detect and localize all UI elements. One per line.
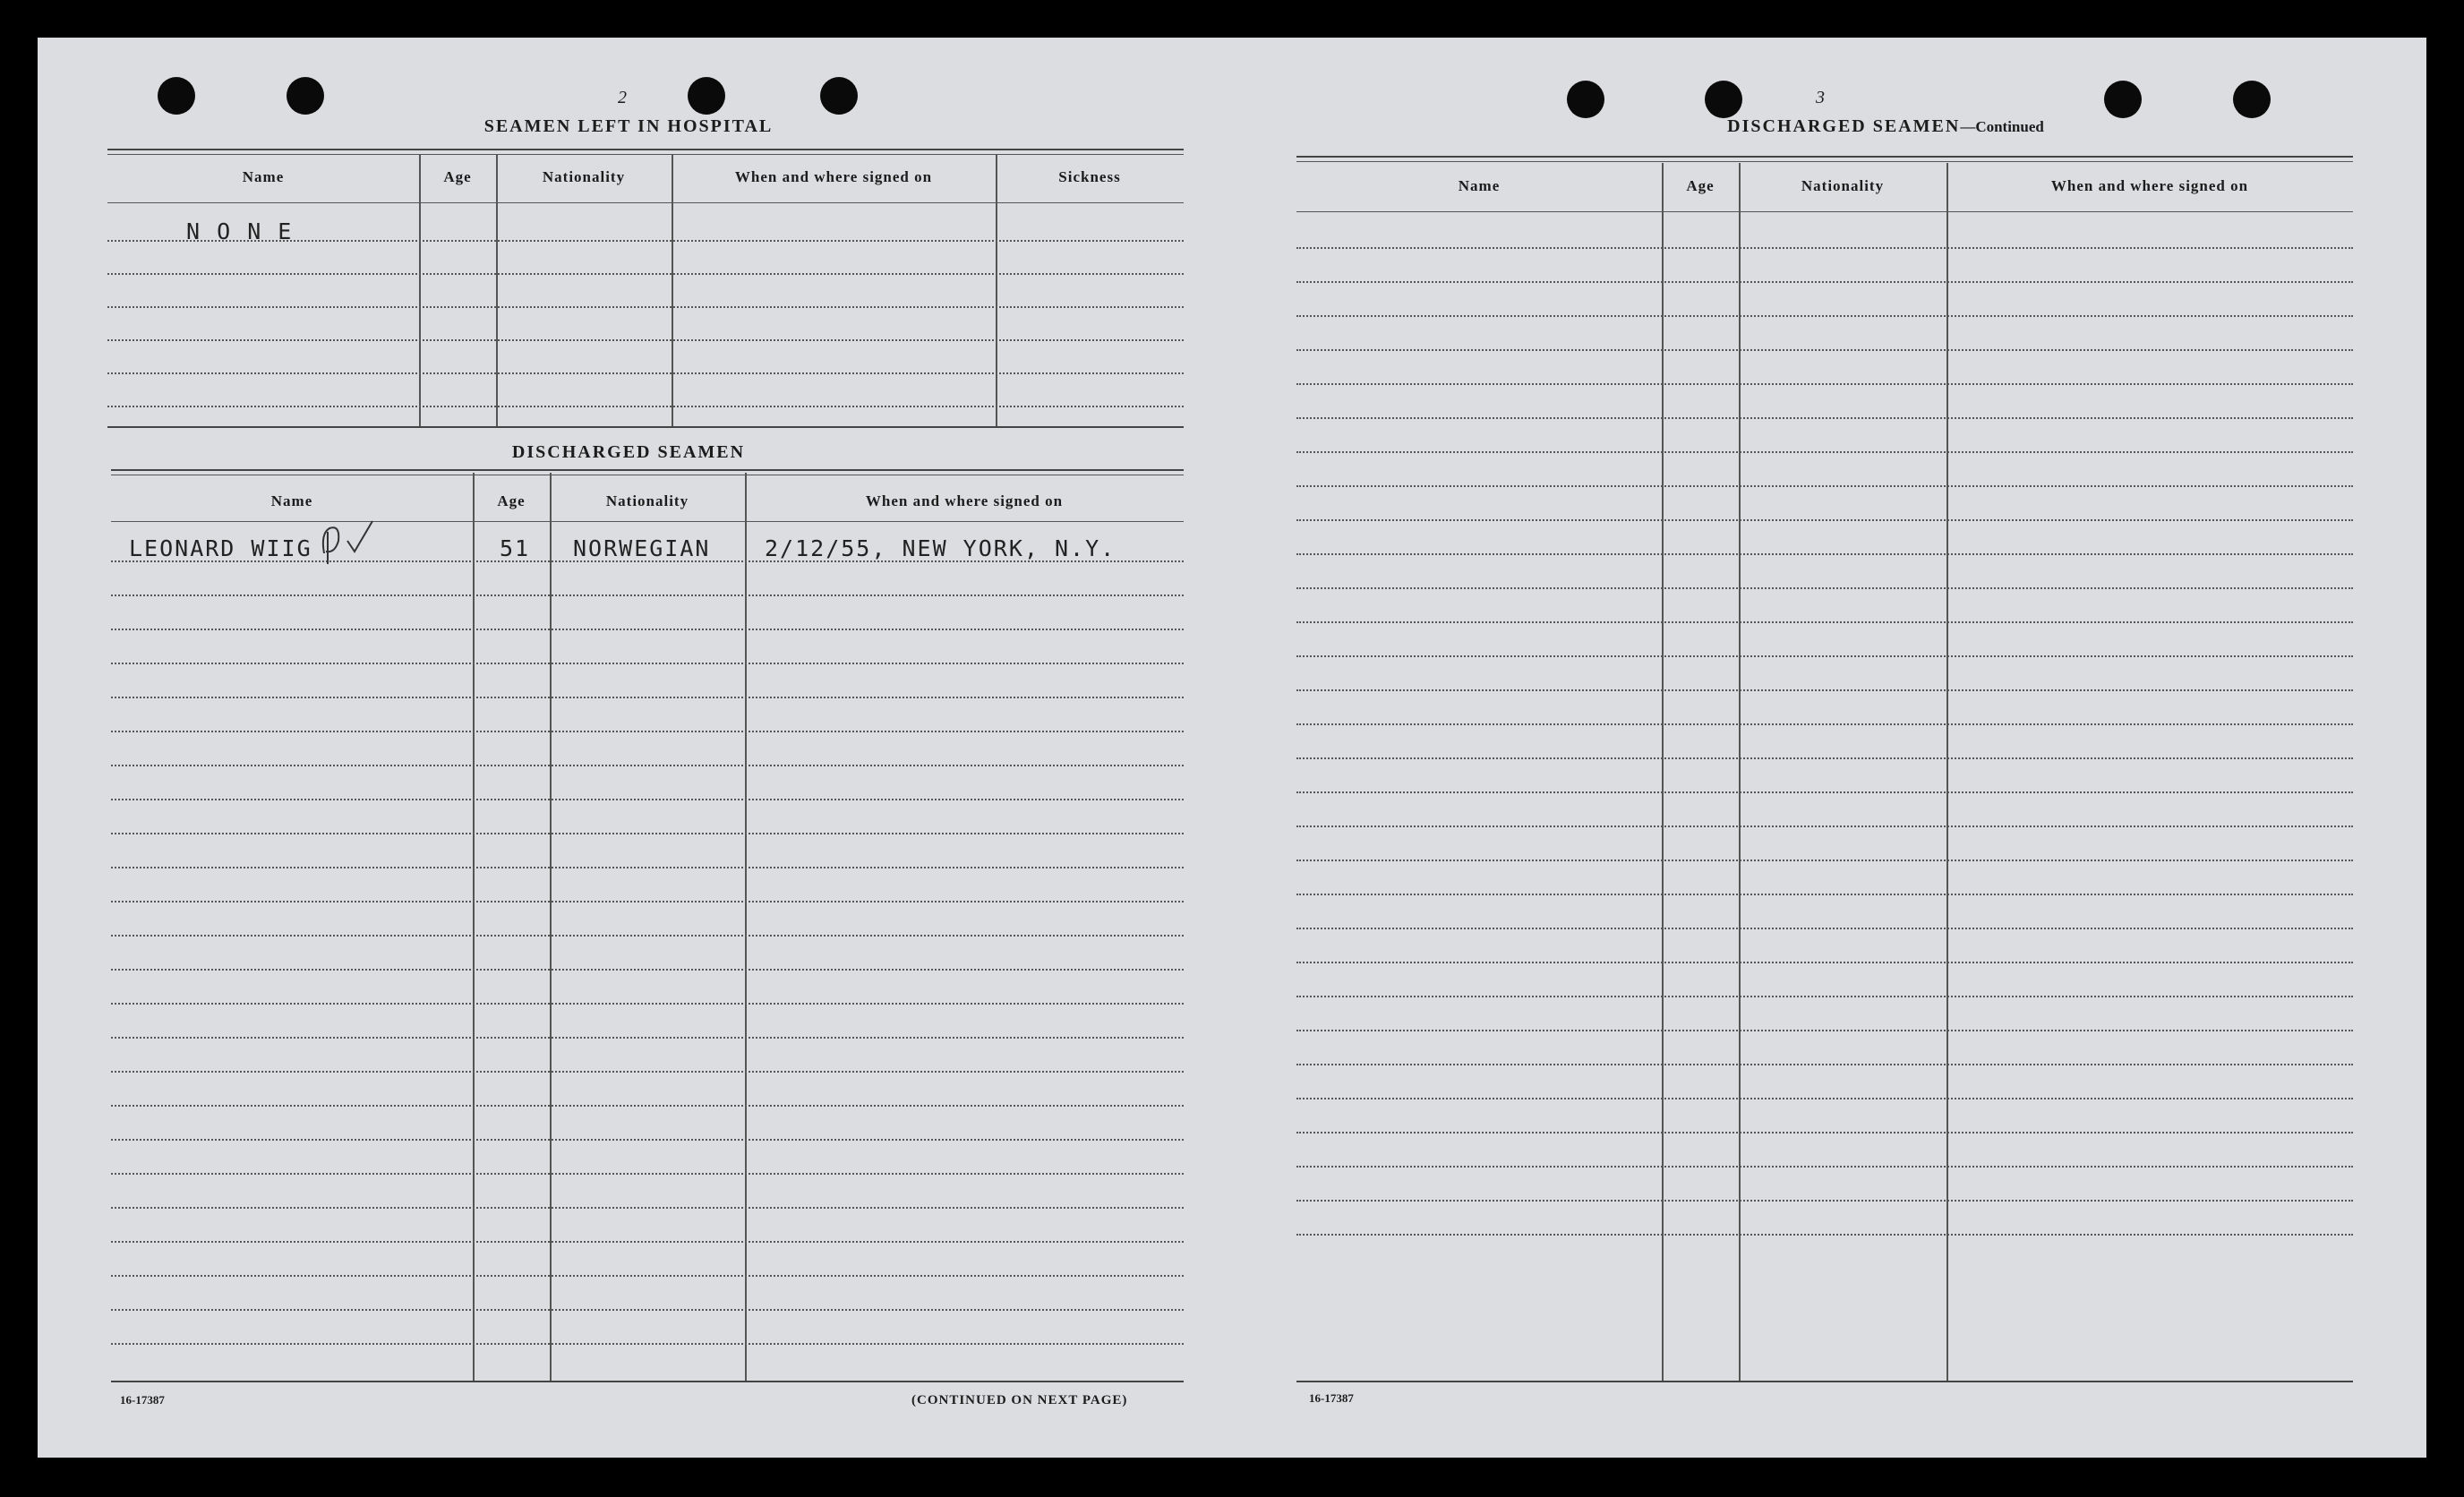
punch-hole — [2104, 81, 2142, 118]
row-rule — [111, 1139, 1184, 1141]
column-header: Nationality — [542, 168, 626, 185]
row-rule — [1296, 723, 2353, 725]
row-rule — [1296, 757, 2353, 759]
row-rule — [111, 1003, 1184, 1005]
page-number: 2 — [618, 88, 627, 107]
column-divider — [419, 154, 421, 426]
row-rule — [1296, 553, 2353, 555]
punch-hole — [158, 77, 195, 115]
row-rule — [1296, 281, 2353, 283]
hospital-section-title: SEAMEN LEFT IN HOSPITAL — [483, 116, 774, 136]
row-rule — [1296, 996, 2353, 997]
column-divider — [745, 473, 747, 1381]
row-rule — [111, 935, 1184, 937]
row-rule — [111, 1037, 1184, 1039]
punch-hole — [1705, 81, 1742, 118]
row-rule — [111, 1071, 1184, 1073]
rule — [111, 469, 1184, 471]
column-header: Name — [242, 168, 285, 185]
column-header: Age — [497, 492, 526, 509]
row-rule — [1296, 1200, 2353, 1202]
row-rule — [111, 833, 1184, 834]
seaman-signed-on: 2/12/55, NEW YORK, N.Y. — [765, 535, 1116, 561]
row-rule — [111, 1173, 1184, 1175]
column-header: When and where signed on — [865, 492, 1064, 509]
column-divider — [1946, 163, 1948, 1381]
left-page — [38, 38, 1227, 1458]
title-text: DISCHARGED SEAMEN — [1727, 116, 1961, 136]
column-header: Sickness — [1058, 168, 1121, 185]
column-header: Nationality — [1801, 177, 1885, 194]
row-rule — [1296, 485, 2353, 487]
table-bottom-rule — [1296, 1381, 2353, 1382]
column-divider — [1662, 163, 1664, 1381]
row-rule — [1296, 860, 2353, 861]
row-rule — [111, 663, 1184, 664]
handwritten-check-mark — [317, 514, 389, 568]
row-rule — [1296, 791, 2353, 793]
punch-hole — [287, 77, 324, 115]
column-divider — [550, 473, 552, 1381]
column-header: When and where signed on — [2050, 177, 2249, 194]
row-rule — [1296, 247, 2353, 249]
row-rule — [111, 901, 1184, 902]
continued-note: (CONTINUED ON NEXT PAGE) — [911, 1393, 1128, 1407]
row-rule — [1296, 451, 2353, 453]
column-header: When and where signed on — [734, 168, 933, 185]
right-page — [1223, 38, 2426, 1458]
page-number: 3 — [1816, 88, 1825, 107]
column-header: Age — [443, 168, 472, 185]
row-rule — [1296, 1132, 2353, 1133]
seaman-nationality: NORWEGIAN — [573, 535, 711, 561]
rule — [107, 149, 1184, 150]
header-rule — [107, 202, 1184, 203]
row-rule — [111, 1241, 1184, 1243]
column-header: Name — [270, 492, 313, 509]
row-rule — [111, 731, 1184, 732]
row-rule — [107, 339, 1184, 341]
row-rule — [107, 273, 1184, 275]
row-rule — [111, 595, 1184, 596]
column-divider — [1739, 163, 1741, 1381]
row-rule — [1296, 587, 2353, 589]
seaman-age: 51 — [500, 535, 531, 561]
rule — [1296, 161, 2353, 162]
row-rule — [1296, 1064, 2353, 1065]
column-divider — [996, 154, 997, 426]
row-rule — [1296, 315, 2353, 317]
table-bottom-rule — [107, 426, 1184, 428]
row-rule — [111, 697, 1184, 698]
form-number: 16-17387 — [1309, 1391, 1354, 1405]
form-number: 16-17387 — [120, 1393, 165, 1407]
row-rule — [1296, 383, 2353, 385]
rule — [107, 154, 1184, 155]
header-rule — [1296, 211, 2353, 212]
row-rule — [1296, 519, 2353, 521]
column-header: Age — [1686, 177, 1715, 194]
title-suffix: —Continued — [1960, 118, 2044, 135]
row-rule — [1296, 1234, 2353, 1236]
row-rule — [111, 969, 1184, 971]
row-rule — [1296, 655, 2353, 657]
row-rule — [1296, 825, 2353, 827]
punch-hole — [820, 77, 858, 115]
row-rule — [107, 372, 1184, 374]
row-rule — [111, 1275, 1184, 1277]
row-rule — [1296, 928, 2353, 929]
row-rule — [111, 867, 1184, 868]
row-rule — [111, 1207, 1184, 1209]
row-rule — [1296, 1098, 2353, 1099]
row-rule — [1296, 962, 2353, 963]
discharged-section-title: DISCHARGED SEAMEN — [511, 442, 746, 462]
seaman-name: LEONARD WIIG — [129, 535, 312, 561]
row-rule — [1296, 417, 2353, 419]
column-header: Name — [1458, 177, 1501, 194]
row-rule — [111, 1309, 1184, 1311]
punch-hole — [2233, 81, 2271, 118]
row-rule — [1296, 1030, 2353, 1031]
row-rule — [1296, 894, 2353, 895]
punch-hole — [688, 77, 725, 115]
column-divider — [496, 154, 498, 426]
row-rule — [1296, 349, 2353, 351]
row-rule — [107, 306, 1184, 308]
row-rule — [111, 799, 1184, 800]
hospital-entry-none: N O N E — [186, 218, 294, 244]
punch-hole — [1567, 81, 1604, 118]
column-divider — [473, 473, 475, 1381]
row-rule — [111, 629, 1184, 630]
row-rule — [111, 1343, 1184, 1345]
row-rule — [107, 406, 1184, 407]
row-rule — [1296, 621, 2353, 623]
row-rule — [111, 765, 1184, 766]
table-bottom-rule — [111, 1381, 1184, 1382]
row-rule — [111, 1105, 1184, 1107]
column-header: Nationality — [605, 492, 689, 509]
row-rule — [1296, 689, 2353, 691]
column-divider — [672, 154, 673, 426]
row-rule — [1296, 1166, 2353, 1168]
discharged-continued-title — [1581, 116, 2190, 137]
header-rule — [111, 521, 1184, 522]
rule — [1296, 156, 2353, 158]
